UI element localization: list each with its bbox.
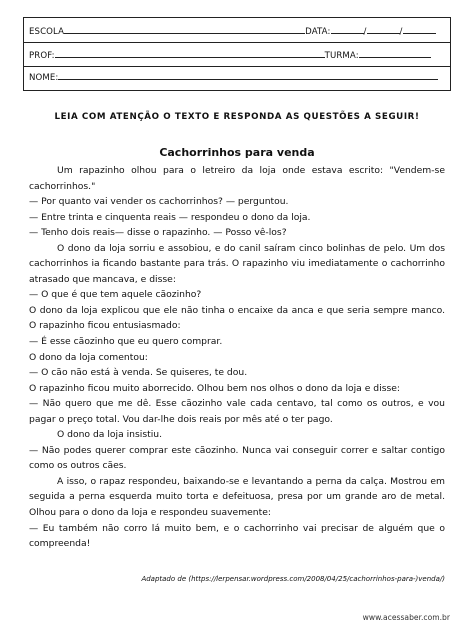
paragraph: A isso, o rapaz respondeu, baixando-se e levantando a perna da calça. Mostrou em seguida a perna esquerda muito torta e defeituosa, presa por um grande aro de metal. Olhou para o dono da loja e respondeu suavemente:: [29, 475, 445, 519]
nome-row: [29, 71, 438, 83]
escola-row: [29, 25, 436, 37]
prof-field[interactable]: [55, 49, 325, 58]
escola-field[interactable]: [64, 25, 305, 34]
header-divider: [23, 42, 451, 43]
prof-row: [29, 49, 431, 61]
data-month-field[interactable]: [367, 25, 400, 34]
paragraph: O dono da loja insistiu.: [57, 429, 163, 441]
paragraph: — Tenho dois reais— disse o rapazinho. — Posso vê-los?: [29, 227, 287, 239]
paragraph: O dono da loja comentou:: [29, 351, 148, 363]
nome-field[interactable]: [58, 71, 438, 80]
paragraph: — Entre trinta e cinquenta reais — respondeu o dono da loja.: [29, 211, 311, 223]
paragraph: — É esse cãozinho que eu quero comprar.: [29, 336, 223, 348]
prof-label: PROF:: [29, 51, 55, 61]
paragraph: — O que é que tem aquele cãozinho?: [29, 289, 202, 301]
source-citation: Adaptado de (https://lerpensar.wordpress.com/2008/04/25/cachorrinhos-para-)venda/): [141, 575, 445, 583]
instruction-text: LEIA COM ATENÇÃO O TEXTO E RESPONDA AS QUESTÕES A SEGUIR!: [54, 112, 420, 122]
escola-label: ESCOLA: [29, 27, 65, 37]
paragraph: — Não podes querer comprar este cãozinho. Nunca vai conseguir correr e saltar contigo como os outros cães.: [29, 444, 445, 472]
story-text: [29, 163, 445, 552]
data-label: DATA:: [305, 27, 331, 37]
paragraph: Um rapazinho olhou para o letreiro da loja onde estava escrito: "Vendem-se cachorrinhos.": [29, 165, 445, 192]
turma-field[interactable]: [359, 49, 431, 58]
data-separator: /: [363, 27, 367, 37]
paragraph: — O cão não está à venda. Se quiseres, te dou.: [29, 367, 248, 379]
data-separator: /: [399, 27, 403, 37]
paragraph: O rapazinho ficou muito aborrecido. Olhou bem nos olhos o dono da loja e disse:: [29, 382, 401, 394]
data-year-field[interactable]: [403, 25, 436, 34]
turma-label: TURMA:: [324, 51, 359, 61]
paragraph: — Eu também não corro lá muito bem, e o cachorrinho vai precisar de alguém que o compreenda!: [29, 522, 445, 550]
nome-label: NOME:: [29, 73, 59, 83]
paragraph: O dono da loja sorriu e assobiou, e do canil saíram cinco bolinhas de pelo. Um dos cachorrinhos ia ficando bastante para trás. O rapazinho viu imediatamente o cachorrinho atrasado que mancava, e disse:: [29, 242, 445, 285]
paragraph: — Por quanto vai vender os cachorrinhos? — perguntou.: [29, 196, 289, 208]
story-title: Cachorrinhos para venda: [159, 146, 315, 159]
header-divider: [23, 66, 451, 67]
paragraph: O dono da loja explicou que ele não tinha o encaixe da anca e que seria sempre manco. O rapazinho ficou entusiasmado:: [29, 304, 445, 332]
paragraph: — Não quero que me dê. Esse cãozinho vale cada centavo, tal como os outros, e vou pagar o preço total. Vou dar-lhe dois reais por mês até o ter pago.: [29, 398, 445, 425]
site-url: www.acessaber.com.br: [362, 613, 450, 622]
data-day-field[interactable]: [331, 25, 364, 34]
